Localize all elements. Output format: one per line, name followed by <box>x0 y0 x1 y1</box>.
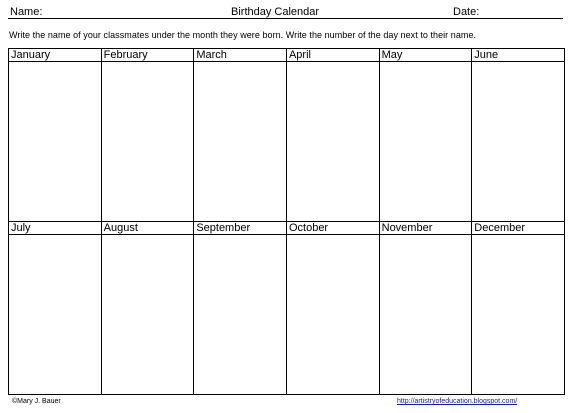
month-label: November <box>381 221 433 234</box>
month-cell-january <box>9 49 102 62</box>
month-area-october <box>286 235 379 395</box>
month-body-row-1 <box>9 62 565 222</box>
month-area-september <box>194 235 287 395</box>
name-label: Name: <box>10 6 43 18</box>
calendar-table <box>8 48 565 395</box>
instructions: Write the name of your classmates under the month they were born. Write the number of the day next to their name. <box>9 30 477 40</box>
month-label: May <box>381 49 403 61</box>
month-label: July <box>11 221 31 234</box>
month-cell-october <box>286 221 379 234</box>
month-label: October <box>288 221 329 234</box>
month-header-row-2 <box>9 221 565 234</box>
month-body-row-2 <box>9 235 565 395</box>
header <box>0 0 573 20</box>
blog-link[interactable]: http://artistryofeducation.blogspot.com/ <box>397 398 518 405</box>
date-label: Date: <box>453 6 480 18</box>
month-label: April <box>288 49 311 61</box>
month-area-may <box>379 62 472 222</box>
month-cell-december <box>472 221 565 234</box>
month-cell-september <box>194 221 287 234</box>
month-cell-april <box>286 49 379 62</box>
month-label: February <box>103 49 148 61</box>
month-cell-august <box>101 221 194 234</box>
month-cell-november <box>379 221 472 234</box>
month-label: January <box>11 49 51 61</box>
calendar-grid <box>8 48 565 395</box>
month-label: August <box>103 221 138 234</box>
month-label: September <box>196 221 251 234</box>
header-underline <box>8 18 563 19</box>
month-cell-june <box>472 49 565 62</box>
page-title: Birthday Calendar <box>231 6 320 18</box>
month-label: March <box>196 49 227 61</box>
month-area-february <box>101 62 194 222</box>
month-cell-may <box>379 49 472 62</box>
month-area-june <box>472 62 565 222</box>
month-area-november <box>379 235 472 395</box>
month-header-row-1 <box>9 49 565 62</box>
month-label: December <box>474 221 526 234</box>
month-area-july <box>9 235 102 395</box>
month-cell-march <box>194 49 287 62</box>
month-area-december <box>472 235 565 395</box>
month-area-april <box>286 62 379 222</box>
month-area-august <box>101 235 194 395</box>
month-cell-february <box>101 49 194 62</box>
month-label: June <box>474 49 499 61</box>
copyright-text: ©Mary J. Bauer <box>12 398 61 405</box>
month-area-march <box>194 62 287 222</box>
month-cell-july <box>9 221 102 234</box>
month-area-january <box>9 62 102 222</box>
